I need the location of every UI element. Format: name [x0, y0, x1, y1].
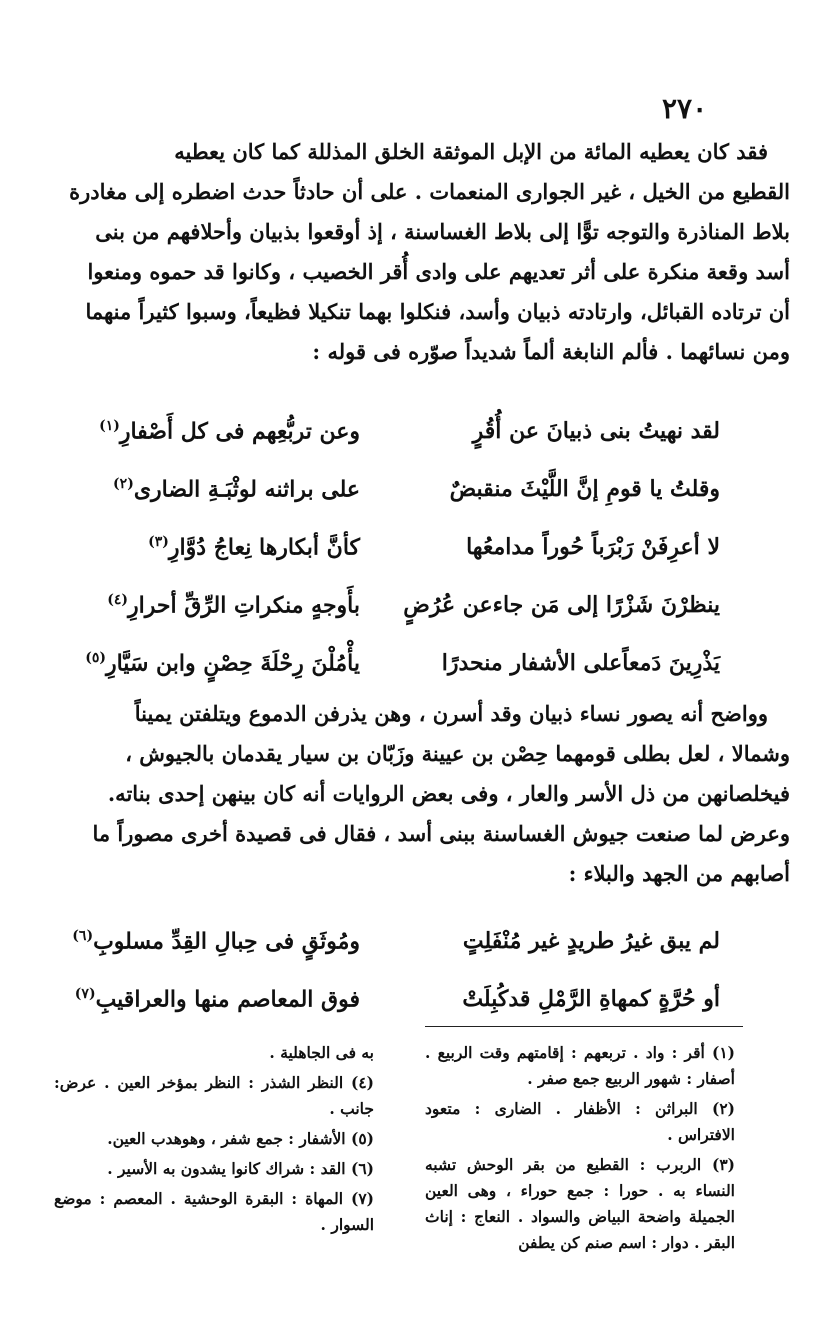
footnote: (٦) القد : شراك كانوا يشدون به الأسير .	[107, 1159, 374, 1178]
prose-line: القطيع من الخيل ، غير الجوارى المنعمات . على أن حادثاً حدث اضطره إلى مغادرة	[69, 179, 790, 204]
prose-line: وعرض لما صنعت جيوش الغساسنة ببنى أسد ، فقال فى قصيدة أخرى مصوراً ما	[92, 821, 790, 846]
verse-first-hemistich: ينظرْنَ شَزْرًا إلى مَن جاءعن عُرُضٍ	[403, 592, 720, 618]
verse-second-hemistich	[40, 928, 360, 954]
page-number: ٢٧٠	[662, 92, 708, 125]
verse	[60, 592, 720, 650]
footnote: (٤) النظر الشذر : النظر بمؤخر العين . عرض: جانب .	[54, 1073, 374, 1118]
paragraph-intro	[48, 132, 790, 372]
footnote: (٥) الأشفار : جمع شفر ، وهوهدب العين.	[107, 1129, 374, 1148]
verse	[60, 928, 720, 986]
verse-first-hemistich: لم يبق غيرُ طريدٍ غير مُنْفَلِتٍ	[462, 928, 720, 954]
verse-first-hemistich: أو حُرَّةٍ كمهاةِ الرَّمْلِ قدكُبِلَتْ	[462, 986, 720, 1012]
verse	[60, 986, 720, 1044]
verse-first-hemistich: يَذْرِينَ دَمعاًعلى الأشفار منحدرًا	[441, 650, 720, 676]
prose-line: وواضح أنه يصور نساء ذبيان وقد أسرن ، وهن يذرفن الدموع ويتلفتن يميناً	[134, 701, 768, 726]
footnote-marker: (٧)	[74, 986, 96, 1002]
footnote-marker: (٣)	[148, 534, 169, 550]
prose-line: أن ترتاده القبائل، وارتادته ذبيان وأسد، فنكلوا بهما تنكيلا فظيعاً، وسبوا كثيراً منهما	[85, 299, 790, 324]
footnote-marker: (٥)	[85, 650, 106, 666]
verse-first-hemistich: لا أعرِفَنْ رَبْرَباً حُوراً مدامعُها	[466, 534, 720, 560]
verse-second-hemistich	[40, 534, 360, 560]
verse-second-hemistich	[40, 592, 360, 618]
footnote-marker: (٤)	[107, 592, 129, 608]
verse-first-hemistich: لقد نهيتُ بنى ذبيانَ عن أُقُرٍ	[472, 418, 720, 444]
poem-1	[60, 418, 720, 708]
footnote-divider	[425, 1026, 743, 1027]
verse-text: وعن تربُّعِهم فى كل أَصْفارِ	[119, 418, 360, 445]
verse-text: فوق المعاصم منها والعراقيبِ	[95, 986, 360, 1013]
verse-first-hemistich: وقلتُ يا قومِ إنَّ اللَّيْثَ منقبضٌ	[449, 476, 720, 502]
footnote-marker: (٦)	[72, 928, 94, 944]
verse-text: يأْمُلْنَ رِحْلَةَ حِصْنٍ وابن سَيَّارِ	[105, 650, 360, 677]
prose-line: وشمالا ، لعل بطلى قومهما حِصْن بن عيينة وزَبّان بن سيار يقدمان بالجيوش ،	[125, 741, 790, 766]
footnotes-left-column	[54, 1040, 374, 1242]
prose-line: فيخلصانهن من ذل الأسر والعار ، وفى بعض الروايات أنه كان بينهن إحدى بناته.	[107, 781, 790, 806]
footnote: (٣) الربرب : القطيع من بقر الوحش تشبه النساء به . حورا : جمع حوراء ، وهى العين الجميلة واضحة البياض والسواد . النعاج : إناث البقر . دوار : اسم صنم كن يطفن	[425, 1155, 735, 1252]
verse	[60, 418, 720, 476]
verse	[60, 534, 720, 592]
verse-text: ومُوثَقٍ فى حِبالِ القِدِّ مسلوبِ	[93, 928, 360, 955]
verse-second-hemistich	[40, 650, 360, 676]
verse-second-hemistich	[40, 418, 360, 444]
footnote-marker: (٢)	[113, 476, 134, 492]
verse-second-hemistich	[40, 476, 360, 502]
footnote: (٢) البراثن : الأظفار . الضارى : متعود الافتراس .	[425, 1099, 735, 1144]
prose-line: فقد كان يعطيه المائة من الإبل الموثقة الخلق المذللة كما كان يعطيه	[174, 139, 768, 164]
verse-text: على براثنه لوثْبَـةِ الضارى	[133, 476, 360, 503]
prose-line: أصابهم من الجهد والبلاء :	[568, 861, 790, 886]
footnote: (٧) المهاة : البقرة الوحشية . المعصم : موضع السوار .	[54, 1189, 374, 1234]
footnote: به فى الجاهلية .	[269, 1043, 374, 1062]
verse-text: بأَوجهٍ منكراتِ الرِّقِّ أحرارِ	[128, 592, 360, 619]
footnotes-right-column	[425, 1040, 735, 1260]
prose-line: أسد وقعة منكرة على أثر تعديهم على وادى أُقر الخصيب ، وكانوا قد حموه ومنعوا	[87, 259, 790, 284]
prose-line: ومن نسائهما . فألم النابغة ألماً شديداً صوّره فى قوله :	[312, 339, 790, 364]
prose-line: بلاط المناذرة والتوجه توًّا إلى بلاط الغساسنة ، إذ أوقعوا بذبيان وأحلافهم من بنى	[95, 219, 790, 244]
paragraph-commentary	[48, 694, 790, 894]
footnote: (١) أقر : واد . تربعهم : إقامتهم وقت الربيع . أصفار : شهور الربيع جمع صفر .	[425, 1043, 735, 1088]
footnote-marker: (١)	[99, 418, 120, 434]
verse	[60, 476, 720, 534]
verse-text: كأنَّ أبكارها نِعاجُ دُوَّارِ	[168, 534, 360, 561]
verse-second-hemistich	[40, 986, 360, 1012]
